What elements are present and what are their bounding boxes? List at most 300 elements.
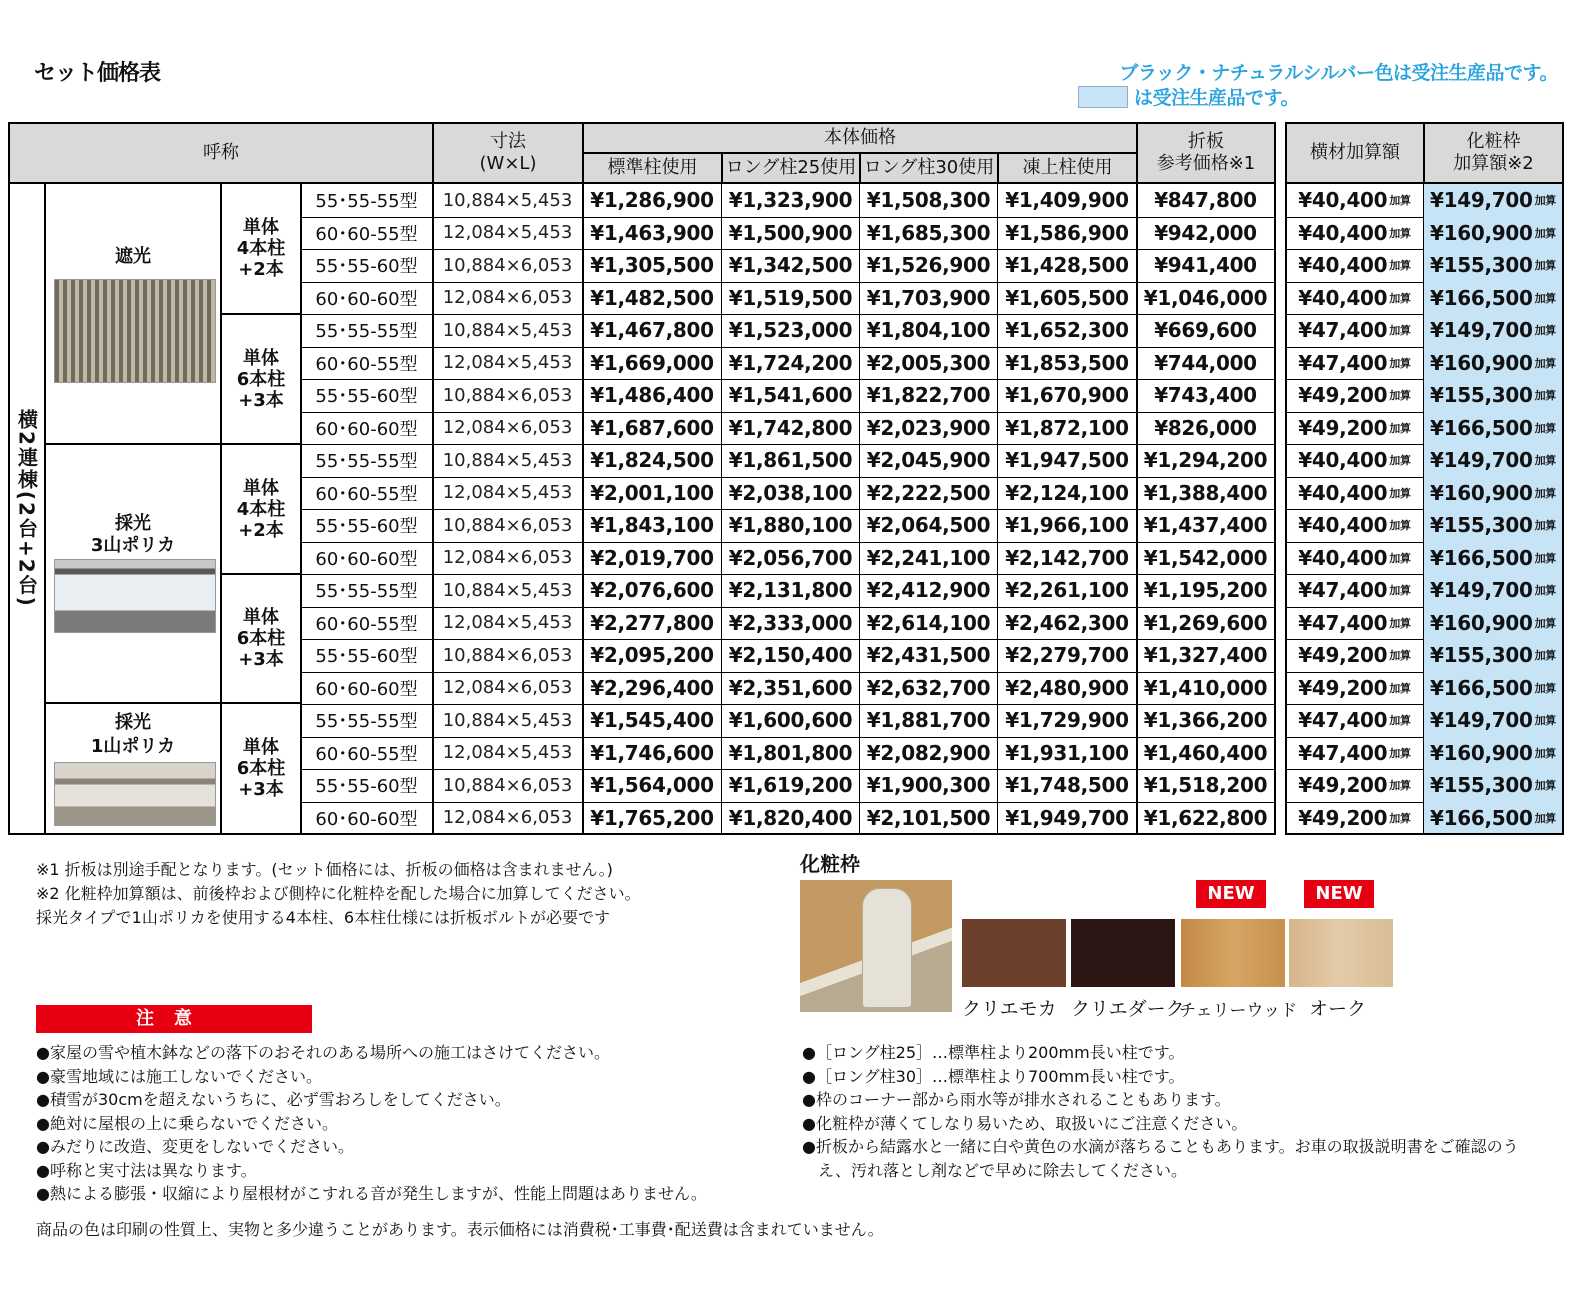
cell-beam-value: ¥47,400 <box>1298 610 1388 635</box>
note-item: ●［ロング柱25］…標準柱より200mm長い柱です。 <box>802 1043 1185 1062</box>
kasan-suffix: 加算 <box>1534 356 1557 370</box>
cell-fold-value: ¥669,600 <box>1154 318 1257 343</box>
cell-dim-value: 10,884×5,453 <box>442 189 573 211</box>
kasan-suffix: 加算 <box>1389 291 1411 305</box>
cell-beam-value: ¥40,400 <box>1298 545 1388 570</box>
cell-beam <box>1285 737 1423 770</box>
cell-deco-value: ¥160,900 <box>1429 480 1533 505</box>
cell-std-value: ¥1,463,900 <box>590 220 714 245</box>
cell-l25-value: ¥2,333,000 <box>728 610 853 635</box>
cell-std-value: ¥1,286,900 <box>590 188 714 213</box>
cell-beam-value: ¥49,200 <box>1298 805 1388 830</box>
cell-kata-value: 60･60-60型 <box>315 418 418 440</box>
cell-l25-value: ¥1,523,000 <box>728 318 853 343</box>
cell-fold <box>1136 542 1274 575</box>
cell-l25-value: ¥1,342,500 <box>728 253 853 278</box>
cell-beam <box>1285 509 1423 542</box>
cell-frost-value: ¥1,966,100 <box>1005 513 1129 538</box>
cell-beam-value: ¥40,400 <box>1298 513 1388 538</box>
kasan-suffix: 加算 <box>1389 746 1411 760</box>
cell-std <box>582 639 721 672</box>
subgroup-label: 4本柱 <box>236 498 286 520</box>
group-poly3-label1: 採光 <box>115 513 151 534</box>
cell-l25-value: ¥2,150,400 <box>728 643 853 668</box>
cell-fold <box>1136 639 1274 672</box>
cell-l25 <box>721 249 859 282</box>
kasan-suffix: 加算 <box>1389 454 1411 468</box>
footnote-2: ※2 化粧枠加算額は、前後枠および側枠に化粧枠を配した場合に加算してください。 <box>36 884 641 903</box>
cell-frost-value: ¥2,124,100 <box>1005 480 1129 505</box>
group-shade-label: 遮光 <box>115 246 151 267</box>
cell-dim-value: 10,884×5,453 <box>442 579 573 601</box>
cell-frost-value: ¥1,652,300 <box>1005 318 1129 343</box>
cell-deco-value: ¥155,300 <box>1429 643 1533 668</box>
kasan-suffix: 加算 <box>1534 714 1557 728</box>
divider <box>1136 182 1138 835</box>
cell-deco-value: ¥155,300 <box>1429 513 1533 538</box>
subgroup-label: 4本柱 <box>236 238 286 259</box>
swatch-name: チェリーウッド <box>1179 1001 1298 1021</box>
cell-kata-value: 60･60-60型 <box>315 288 418 310</box>
cell-kata-value: 55･55-60型 <box>315 776 418 798</box>
cell-deco-value: ¥160,900 <box>1429 220 1533 245</box>
cell-kata <box>300 672 432 705</box>
kasan-suffix: 加算 <box>1534 421 1557 435</box>
subgroup-label: 単体 <box>243 217 279 238</box>
cell-l30 <box>859 737 997 770</box>
note-item: え、汚れ落とし剤などで早めに除去してください。 <box>802 1160 1187 1180</box>
header-deco-text1: 化粧枠 <box>1466 131 1521 152</box>
new-badge: NEW <box>1304 880 1374 908</box>
header-long30 <box>859 152 999 184</box>
cell-dim-value: 12,084×5,453 <box>442 352 573 374</box>
cell-l30-value: ¥1,508,300 <box>866 188 991 213</box>
swatch-creadark <box>1071 919 1175 987</box>
cell-deco-value: ¥155,300 <box>1429 383 1533 408</box>
cell-deco <box>1423 184 1562 217</box>
cell-beam-value: ¥47,400 <box>1298 578 1388 603</box>
cell-l25 <box>721 769 859 802</box>
cell-frost <box>997 737 1136 770</box>
kasan-suffix: 加算 <box>1389 616 1411 630</box>
cell-beam-value: ¥40,400 <box>1298 188 1388 213</box>
kasan-suffix: 加算 <box>1389 226 1411 240</box>
cell-frost-value: ¥1,428,500 <box>1005 253 1129 278</box>
cell-std-value: ¥1,486,400 <box>590 383 714 408</box>
cell-l25-value: ¥1,820,400 <box>728 805 853 830</box>
kasan-suffix: 加算 <box>1389 259 1411 273</box>
cell-l30-value: ¥2,412,900 <box>866 578 991 603</box>
cell-l25 <box>721 542 859 575</box>
cell-l30 <box>859 282 997 315</box>
subgroup-cell <box>220 182 302 315</box>
cell-deco-value: ¥155,300 <box>1429 253 1533 278</box>
subgroup-label: +2本 <box>238 259 284 280</box>
cell-dim-value: 10,884×6,053 <box>442 514 573 536</box>
cell-kata-value: 60･60-60型 <box>315 548 418 570</box>
cell-deco <box>1423 509 1562 542</box>
cell-l25 <box>721 184 859 217</box>
cell-fold <box>1136 184 1274 217</box>
cell-dim-value: 10,884×5,453 <box>442 709 573 731</box>
cell-l25-value: ¥1,861,500 <box>728 448 853 473</box>
cell-beam-value: ¥40,400 <box>1298 220 1388 245</box>
cell-frost-value: ¥2,261,100 <box>1005 578 1129 603</box>
cell-fold-value: ¥1,542,000 <box>1143 545 1268 570</box>
cell-l30 <box>859 802 997 835</box>
cell-deco-value: ¥166,500 <box>1429 285 1533 310</box>
cell-dim-value: 10,884×6,053 <box>442 254 573 276</box>
cell-l25-value: ¥1,541,600 <box>728 383 853 408</box>
cell-deco-value: ¥166,500 <box>1429 805 1533 830</box>
shade-roof-image <box>54 279 216 383</box>
swatch-cherrywood <box>1181 919 1285 987</box>
header-folded <box>1136 122 1276 184</box>
header-size-sub: (W×L) <box>479 153 537 174</box>
cell-frost <box>997 444 1136 477</box>
cell-l30 <box>859 249 997 282</box>
cell-frost <box>997 379 1136 412</box>
cell-beam <box>1285 282 1423 315</box>
header-beam-text: 横材加算額 <box>1310 142 1400 163</box>
cell-l30-value: ¥2,064,500 <box>866 513 991 538</box>
cell-fold-value: ¥826,000 <box>1154 415 1257 440</box>
cell-frost-value: ¥2,142,700 <box>1005 545 1129 570</box>
cell-l25 <box>721 379 859 412</box>
cell-l25-value: ¥2,056,700 <box>728 545 853 570</box>
kasan-suffix: 加算 <box>1534 811 1557 825</box>
cell-deco-value: ¥149,700 <box>1429 188 1533 213</box>
cell-l30 <box>859 769 997 802</box>
cell-std <box>582 802 721 835</box>
cell-std <box>582 249 721 282</box>
cell-l25-value: ¥1,880,100 <box>728 513 853 538</box>
cell-fold-value: ¥1,388,400 <box>1143 480 1268 505</box>
polycarbonate-1-ridge-image <box>54 762 216 826</box>
cell-kata <box>300 379 432 412</box>
cell-dim <box>432 639 582 672</box>
cell-frost <box>997 704 1136 737</box>
cell-l25 <box>721 444 859 477</box>
cell-beam <box>1285 314 1423 347</box>
made-to-order-legend-text: は受注生産品です。 <box>1134 87 1299 109</box>
cell-l30 <box>859 542 997 575</box>
cell-l30 <box>859 574 997 607</box>
kasan-suffix: 加算 <box>1389 421 1411 435</box>
cell-beam-value: ¥49,200 <box>1298 383 1388 408</box>
divider <box>582 182 584 835</box>
cell-deco <box>1423 574 1562 607</box>
cell-l25-value: ¥1,600,600 <box>728 708 853 733</box>
divider <box>1274 182 1276 835</box>
caution-item: ●みだりに改造、変更をしないでください。 <box>36 1137 354 1156</box>
cell-fold-value: ¥1,366,200 <box>1143 708 1268 733</box>
cell-deco <box>1423 542 1562 575</box>
cell-frost <box>997 574 1136 607</box>
cell-std-value: ¥2,277,800 <box>590 610 714 635</box>
cell-frost <box>997 672 1136 705</box>
cell-std <box>582 444 721 477</box>
kasan-suffix: 加算 <box>1534 324 1557 338</box>
cell-kata-value: 55･55-55型 <box>315 581 418 603</box>
cell-fold <box>1136 574 1274 607</box>
cell-deco-value: ¥149,700 <box>1429 578 1533 603</box>
cell-l25 <box>721 314 859 347</box>
cell-deco <box>1423 379 1562 412</box>
cell-frost <box>997 184 1136 217</box>
kasan-suffix: 加算 <box>1389 194 1411 208</box>
cell-deco <box>1423 737 1562 770</box>
header-name <box>8 122 434 184</box>
cell-l30-value: ¥2,431,500 <box>866 643 991 668</box>
side-label-cell <box>8 182 46 835</box>
cell-l30 <box>859 217 997 250</box>
cell-beam-value: ¥49,200 <box>1298 643 1388 668</box>
cell-l25 <box>721 672 859 705</box>
cell-dim <box>432 802 582 835</box>
cell-dim-value: 12,084×5,453 <box>442 742 573 764</box>
cell-frost <box>997 282 1136 315</box>
kasan-suffix: 加算 <box>1389 584 1411 598</box>
cell-deco <box>1423 672 1562 705</box>
cell-fold-value: ¥743,400 <box>1154 383 1257 408</box>
header-frost <box>997 152 1138 184</box>
cell-fold-value: ¥1,437,400 <box>1143 513 1268 538</box>
kasan-suffix: 加算 <box>1534 681 1557 695</box>
cell-kata <box>300 282 432 315</box>
cell-fold <box>1136 347 1274 380</box>
kasan-suffix: 加算 <box>1389 389 1411 403</box>
subgroup-label: 単体 <box>243 477 279 499</box>
cell-l25 <box>721 509 859 542</box>
cell-fold <box>1136 477 1274 510</box>
cell-l25 <box>721 217 859 250</box>
divider <box>8 833 1276 835</box>
cell-beam-value: ¥49,200 <box>1298 415 1388 440</box>
cell-deco-value: ¥160,900 <box>1429 610 1533 635</box>
cell-l25 <box>721 477 859 510</box>
cell-dim-value: 12,084×5,453 <box>442 222 573 244</box>
cell-dim <box>432 704 582 737</box>
note-item: ●［ロング柱30］…標準柱より700mm長い柱です。 <box>802 1066 1185 1086</box>
cell-std-value: ¥2,001,100 <box>590 480 714 505</box>
cell-kata-value: 55･55-60型 <box>315 256 418 278</box>
swatch-name: クリエダーク <box>1071 998 1185 1020</box>
cell-std-value: ¥1,765,200 <box>590 805 714 830</box>
cell-l30 <box>859 184 997 217</box>
cell-kata <box>300 542 432 575</box>
cell-std <box>582 574 721 607</box>
group-poly1-label1: 採光 <box>115 712 151 733</box>
header-std <box>582 152 723 184</box>
cell-std-value: ¥2,076,600 <box>590 578 714 603</box>
cell-l25-value: ¥2,038,100 <box>728 480 853 505</box>
header-long30-text: ロング柱30使用 <box>863 157 995 178</box>
cell-deco-value: ¥160,900 <box>1429 740 1533 765</box>
cell-beam <box>1285 672 1423 705</box>
group-poly1 <box>44 702 222 835</box>
made-to-order-legend <box>1078 83 1299 110</box>
cell-kata-value: 60･60-55型 <box>315 353 418 375</box>
cell-fold-value: ¥1,460,400 <box>1143 740 1268 765</box>
cell-std-value: ¥1,305,500 <box>590 253 714 278</box>
cell-l30 <box>859 704 997 737</box>
cell-fold <box>1136 607 1274 640</box>
cell-kata-value: 60･60-60型 <box>315 678 418 700</box>
swatch-oak <box>1289 919 1393 987</box>
kasan-suffix: 加算 <box>1389 779 1411 793</box>
cell-l25-value: ¥1,742,800 <box>728 415 853 440</box>
kasan-suffix: 加算 <box>1534 486 1557 500</box>
group-poly1-label2: 1山ポリカ <box>90 736 176 757</box>
note-item: ●枠のコーナー部から雨水等が排水されることもあります。 <box>802 1090 1231 1109</box>
frame-corner-cap <box>862 888 912 1008</box>
cell-frost-value: ¥2,279,700 <box>1005 643 1129 668</box>
swatch-name: クリエモカ <box>962 998 1057 1020</box>
cell-std <box>582 704 721 737</box>
cell-std <box>582 282 721 315</box>
subgroup-cell <box>220 313 302 445</box>
cell-frost-value: ¥1,931,100 <box>1005 740 1129 765</box>
cell-kata <box>300 477 432 510</box>
cell-fold-value: ¥1,195,200 <box>1143 578 1268 603</box>
cell-std <box>582 672 721 705</box>
frame-corner-image <box>800 880 952 1012</box>
cell-dim-value: 10,884×5,453 <box>442 319 573 341</box>
cell-beam-value: ¥40,400 <box>1298 253 1388 278</box>
cell-l30-value: ¥2,023,900 <box>866 415 991 440</box>
cell-frost-value: ¥1,586,900 <box>1005 220 1129 245</box>
cell-frost <box>997 542 1136 575</box>
cell-dim <box>432 542 582 575</box>
cell-l30 <box>859 607 997 640</box>
cell-kata-value: 60･60-55型 <box>315 483 418 505</box>
divider <box>432 182 434 835</box>
cell-beam <box>1285 347 1423 380</box>
cell-l25 <box>721 802 859 835</box>
cell-frost-value: ¥1,748,500 <box>1005 773 1129 798</box>
cell-kata <box>300 347 432 380</box>
header-body-price <box>582 122 1138 154</box>
cell-l30-value: ¥1,685,300 <box>866 220 991 245</box>
cell-std-value: ¥1,843,100 <box>590 513 714 538</box>
cell-std <box>582 314 721 347</box>
cell-deco <box>1423 802 1562 835</box>
cell-dim <box>432 314 582 347</box>
cell-std <box>582 769 721 802</box>
cell-l30-value: ¥2,241,100 <box>866 545 991 570</box>
cell-frost <box>997 249 1136 282</box>
cell-deco <box>1423 347 1562 380</box>
cell-fold <box>1136 217 1274 250</box>
cell-fold-value: ¥847,800 <box>1154 188 1257 213</box>
cell-fold-value: ¥942,000 <box>1154 220 1257 245</box>
cell-frost-value: ¥1,409,900 <box>1005 188 1129 213</box>
cell-dim-value: 10,884×6,053 <box>442 774 573 796</box>
subgroup-label: +3本 <box>238 779 284 800</box>
swatch-creamocha <box>962 919 1066 987</box>
cell-fold-value: ¥1,410,000 <box>1143 675 1268 700</box>
cell-l25-value: ¥1,619,200 <box>728 773 853 798</box>
note-item: ●化粧枠が薄くてしなり易いため、取扱いにご注意ください。 <box>802 1113 1248 1133</box>
cell-dim <box>432 509 582 542</box>
cell-beam <box>1285 217 1423 250</box>
header-long25-text: ロング柱25使用 <box>725 157 857 178</box>
cell-dim <box>432 249 582 282</box>
caution-item: ●絶対に屋根の上に乗らないでください。 <box>36 1113 338 1133</box>
cell-kata-value: 55･55-60型 <box>315 386 418 408</box>
cell-kata-value: 55･55-60型 <box>315 646 418 668</box>
caution-item: ●積雪が30cmを超えないうちに、必ず雪おろしをしてください。 <box>36 1090 511 1109</box>
cell-std <box>582 509 721 542</box>
cell-kata <box>300 249 432 282</box>
cell-fold <box>1136 249 1274 282</box>
cell-frost <box>997 607 1136 640</box>
cell-kata <box>300 639 432 672</box>
cell-dim-value: 10,884×6,053 <box>442 384 573 406</box>
cell-dim-value: 12,084×5,453 <box>442 612 573 634</box>
subgroup-label: +3本 <box>238 649 284 670</box>
cell-l25 <box>721 704 859 737</box>
cell-fold <box>1136 379 1274 412</box>
cell-beam <box>1285 769 1423 802</box>
cell-l30 <box>859 639 997 672</box>
cell-frost-value: ¥1,605,500 <box>1005 285 1129 310</box>
subgroup-label: +2本 <box>238 519 284 541</box>
polycarbonate-3-ridge-image <box>54 559 216 633</box>
cell-l25-value: ¥2,131,800 <box>728 578 853 603</box>
cell-fold <box>1136 444 1274 477</box>
cell-deco-value: ¥149,700 <box>1429 708 1533 733</box>
cell-fold-value: ¥1,046,000 <box>1143 285 1268 310</box>
cell-std-value: ¥2,095,200 <box>590 643 714 668</box>
cell-dim <box>432 379 582 412</box>
cell-deco-value: ¥155,300 <box>1429 773 1533 798</box>
subgroup-label: 単体 <box>243 607 279 628</box>
note-item: ●折板から結露水と一緒に白や黄色の水滴が落ちることもあります。お車の取扱説明書をご確認のう <box>802 1137 1519 1156</box>
cell-beam <box>1285 249 1423 282</box>
cell-l25 <box>721 282 859 315</box>
cell-fold <box>1136 704 1274 737</box>
kasan-suffix: 加算 <box>1534 779 1557 793</box>
swatch-name: オーク <box>1309 998 1367 1020</box>
cell-fold-value: ¥1,327,400 <box>1143 643 1268 668</box>
cell-l30-value: ¥2,222,500 <box>866 480 991 505</box>
cell-dim <box>432 477 582 510</box>
kasan-suffix: 加算 <box>1534 194 1557 208</box>
cell-fold <box>1136 802 1274 835</box>
divider <box>1562 182 1564 835</box>
caution-item: ●豪雪地域には施工しないでください。 <box>36 1066 322 1086</box>
cell-fold <box>1136 412 1274 445</box>
kasan-suffix: 加算 <box>1389 649 1411 663</box>
cell-fold-value: ¥1,294,200 <box>1143 448 1268 473</box>
cell-std <box>582 379 721 412</box>
cell-std <box>582 477 721 510</box>
cell-deco <box>1423 217 1562 250</box>
cell-frost <box>997 802 1136 835</box>
cell-fold-value: ¥744,000 <box>1154 350 1257 375</box>
header-beam <box>1285 122 1425 184</box>
made-to-order-note: ブラック・ナチュラルシルバー色は受注生産品です。 <box>1119 62 1558 84</box>
cell-std <box>582 542 721 575</box>
cell-l30-value: ¥2,082,900 <box>866 740 991 765</box>
subgroup-label: 6本柱 <box>236 628 286 649</box>
header-std-text: 標準柱使用 <box>607 157 698 178</box>
cell-kata <box>300 314 432 347</box>
cell-kata-value: 60･60-60型 <box>315 808 418 830</box>
kasan-suffix: 加算 <box>1389 714 1411 728</box>
